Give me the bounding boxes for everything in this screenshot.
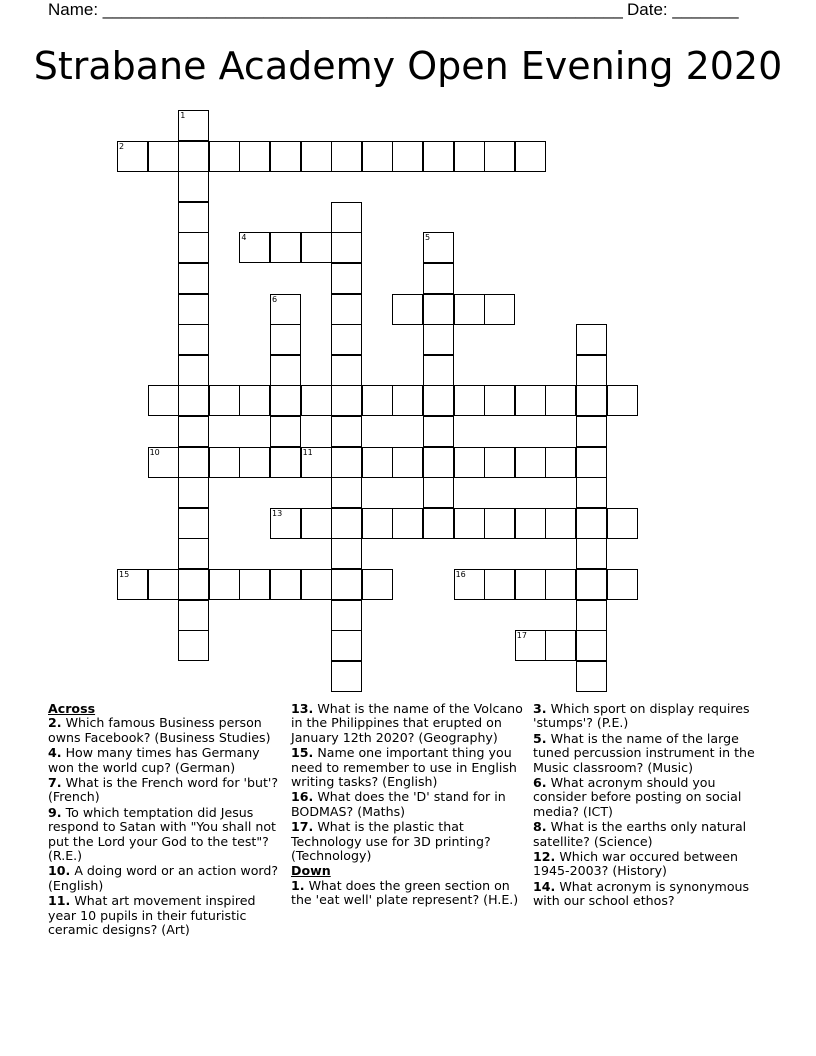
grid-cell[interactable] [270,508,301,539]
clue-text: Which famous Business person owns Facebook? (Business Studies) [48,715,271,745]
grid-cell[interactable] [423,294,454,325]
grid-cell[interactable] [423,385,454,416]
clue-num: 6. [533,775,547,791]
grid-cell[interactable] [576,508,607,539]
clue-item [533,850,768,879]
grid-cell[interactable] [331,630,362,661]
date-field-label: Date: _______ [627,0,739,19]
grid-cell[interactable] [178,355,209,386]
clues-column-3 [533,702,768,910]
clue-text: What is the name of the Volcano in the Philippines that erupted on January 12th 2020? (Geography) [291,701,523,745]
grid-cell[interactable] [423,447,454,478]
grid-cell[interactable] [270,355,301,386]
grid-cell[interactable] [423,477,454,508]
grid-cell[interactable] [454,447,485,478]
grid-cell[interactable] [301,385,332,416]
grid-cell[interactable] [239,385,270,416]
page-title: Strabane Academy Open Evening 2020 [33,44,783,88]
clue-text: Which sport on display requires 'stumps'? (P.E.) [533,701,750,731]
clue-num: 17. [291,819,314,835]
clue-num: 8. [533,819,547,835]
grid-cell[interactable] [178,202,209,233]
clue-number: 10 [149,447,160,457]
clue-number: 6 [272,294,278,304]
grid-cell[interactable] [331,141,362,172]
grid-cell[interactable] [148,141,179,172]
grid-cell[interactable] [515,385,546,416]
grid-cell[interactable] [454,569,485,600]
grid-cell[interactable] [454,141,485,172]
grid-cell[interactable] [362,569,393,600]
grid-cell[interactable] [301,447,332,478]
grid-cell[interactable] [576,477,607,508]
clue-item [291,790,526,819]
grid-cell[interactable] [178,171,209,202]
clue-text: What acronym is synonymous with our school ethos? [533,878,750,909]
clue-num: 16. [291,789,314,805]
clue-number: 2 [119,141,125,151]
grid-cell[interactable] [178,447,209,478]
grid-cell[interactable] [484,447,515,478]
clue-num: 5. [533,730,547,746]
clue-num: 13. [291,701,314,716]
clue-text: What art movement inspired year 10 pupils in their futuristic ceramic designs? (Art) [48,893,256,938]
grid-cell[interactable] [362,385,393,416]
clue-number: 13 [272,508,283,518]
grid-cell[interactable] [484,294,515,325]
grid-cell[interactable] [148,569,179,600]
grid-cell[interactable] [270,416,301,447]
clue-text: To which temptation did Jesus respond to Satan with "You shall not put the Lord your God to the test"? (R.E.) [48,804,276,864]
clue-item [533,776,768,819]
grid-cell[interactable] [148,385,179,416]
clue-item [291,820,526,863]
clue-text: Which war occured between 1945-2003? (History) [533,849,738,879]
grid-cell[interactable] [331,263,362,294]
grid-cell[interactable] [576,355,607,386]
clue-number: 11 [302,447,313,457]
clue-item [48,746,283,775]
grid-cell[interactable] [331,661,362,692]
grid-cell[interactable] [576,569,607,600]
grid-cell[interactable] [209,141,240,172]
grid-cell[interactable] [270,447,301,478]
grid-cell[interactable] [239,141,270,172]
grid-cell[interactable] [423,263,454,294]
grid-cell[interactable] [270,141,301,172]
grid-cell[interactable] [607,569,638,600]
grid-cell[interactable] [423,324,454,355]
grid-cell[interactable] [209,447,240,478]
grid-cell[interactable] [545,508,576,539]
grid-cell[interactable] [270,385,301,416]
clue-item [291,746,526,789]
grid-cell[interactable] [515,630,546,661]
clue-text: A doing word or an action word? (English) [48,863,279,893]
grid-cell[interactable] [515,508,546,539]
clue-number: 16 [455,570,466,579]
clue-text: What acronym should you consider before posting on social media? (ICT) [533,775,742,819]
grid-cell[interactable] [423,508,454,539]
clue-number: 15 [119,570,130,579]
grid-cell[interactable] [117,141,148,172]
grid-cell[interactable] [178,110,209,141]
grid-cell[interactable] [301,141,332,172]
grid-cell[interactable] [178,324,209,355]
clue-item [533,702,768,731]
grid-cell[interactable] [331,600,362,631]
grid-cell[interactable] [362,447,393,478]
grid-cell[interactable] [239,232,270,263]
grid-cell[interactable] [392,508,423,539]
across-heading: Across [48,701,96,716]
clue-text: What is the earths only natural satellite? (Science) [533,819,747,849]
clue-number: 17 [516,631,527,641]
clue-text: What does the green section on the 'eat well' plate represent? (H.E.) [291,877,519,908]
name-field-label: Name: _______________________________________________________ [48,0,623,19]
grid-cell[interactable] [454,294,485,325]
grid-cell[interactable] [331,202,362,233]
grid-cell[interactable] [545,630,576,661]
grid-cell[interactable] [148,447,179,478]
grid-cell[interactable] [331,416,362,447]
grid-cell[interactable] [209,385,240,416]
grid-cell[interactable] [515,569,546,600]
grid-cell[interactable] [178,477,209,508]
grid-cell[interactable] [331,477,362,508]
grid-cell[interactable] [423,141,454,172]
grid-cell[interactable] [301,508,332,539]
clue-num: 10. [48,863,71,879]
grid-cell[interactable] [576,385,607,416]
grid-cell[interactable] [178,416,209,447]
grid-cell[interactable] [178,508,209,539]
grid-cell[interactable] [178,385,209,416]
grid-cell[interactable] [178,263,209,294]
grid-cell[interactable] [545,447,576,478]
clue-num: 11. [48,893,71,909]
grid-cell[interactable] [270,232,301,263]
clue-text: How many times has Germany won the world cup? (German) [48,745,260,775]
grid-cell[interactable] [331,538,362,569]
grid-cell[interactable] [178,232,209,263]
grid-cell[interactable] [607,508,638,539]
grid-cell[interactable] [515,141,546,172]
grid-cell[interactable] [392,447,423,478]
grid-cell[interactable] [178,630,209,661]
clue-text: What is the plastic that Technology use for 3D printing? (Technology) [291,819,491,864]
grid-cell[interactable] [576,447,607,478]
grid-cell[interactable] [576,324,607,355]
grid-cell[interactable] [484,508,515,539]
grid-cell[interactable] [576,630,607,661]
grid-cell[interactable] [270,569,301,600]
clue-item [48,716,283,745]
clue-item [291,879,526,908]
grid-cell[interactable] [423,232,454,263]
grid-cell[interactable] [117,569,148,600]
clue-num: 12. [533,849,556,865]
grid-cell[interactable] [301,569,332,600]
clue-text: What does the 'D' stand for in BODMAS? (Maths) [291,789,506,819]
grid-cell[interactable] [178,294,209,325]
clue-item [291,702,526,745]
grid-cell[interactable] [545,385,576,416]
clue-item [48,864,283,893]
grid-cell[interactable] [270,294,301,325]
grid-cell[interactable] [454,508,485,539]
down-heading: Down [291,863,331,879]
grid-cell[interactable] [178,600,209,631]
grid-cell[interactable] [576,416,607,447]
clue-num: 9. [48,804,62,820]
clue-text: What is the name of the large tuned percussion instrument in the Music classroom? (Music) [533,730,755,775]
clues-column-1 [48,702,283,939]
clue-num: 15. [291,745,314,761]
grid-cell[interactable] [576,661,607,692]
clues-column-2 [291,702,526,909]
clue-num: 4. [48,745,62,761]
clue-number: 1 [180,111,186,120]
grid-cell[interactable] [331,355,362,386]
clue-number: 5 [425,233,431,243]
clue-num: 7. [48,775,62,791]
clue-num: 14. [533,878,556,894]
grid-cell[interactable] [331,232,362,263]
grid-cell[interactable] [331,385,362,416]
grid-cell[interactable] [209,569,240,600]
grid-cell[interactable] [392,141,423,172]
grid-cell[interactable] [392,385,423,416]
grid-cell[interactable] [239,569,270,600]
grid-cell[interactable] [423,355,454,386]
grid-cell[interactable] [423,416,454,447]
grid-cell[interactable] [178,141,209,172]
grid-cell[interactable] [576,538,607,569]
grid-cell[interactable] [484,385,515,416]
grid-cell[interactable] [515,447,546,478]
grid-cell[interactable] [392,294,423,325]
clue-item [48,806,283,864]
grid-cell[interactable] [454,385,485,416]
clue-text: Name one important thing you need to remember to use in English writing tasks? (English) [291,745,517,790]
clue-item [533,880,768,909]
clue-num: 1. [291,877,305,893]
clue-item [48,894,283,937]
clue-num: 3. [533,701,547,716]
grid-cell[interactable] [331,447,362,478]
grid-cell[interactable] [576,600,607,631]
clue-number: 4 [241,233,247,243]
clue-num: 2. [48,715,62,731]
grid-cell[interactable] [178,538,209,569]
grid-cell[interactable] [239,447,270,478]
grid-cell[interactable] [301,232,332,263]
grid-cell[interactable] [178,569,209,600]
grid-cell[interactable] [607,385,638,416]
grid-cell[interactable] [362,141,393,172]
grid-cell[interactable] [331,569,362,600]
clue-item [533,732,768,775]
clue-text: What is the French word for 'but'? (French) [48,775,279,805]
grid-cell[interactable] [362,508,393,539]
grid-cell[interactable] [484,569,515,600]
grid-cell[interactable] [484,141,515,172]
grid-cell[interactable] [331,324,362,355]
clue-item [48,776,283,805]
grid-cell[interactable] [331,294,362,325]
grid-cell[interactable] [270,324,301,355]
grid-cell[interactable] [545,569,576,600]
grid-cell[interactable] [331,508,362,539]
clue-item [533,820,768,849]
